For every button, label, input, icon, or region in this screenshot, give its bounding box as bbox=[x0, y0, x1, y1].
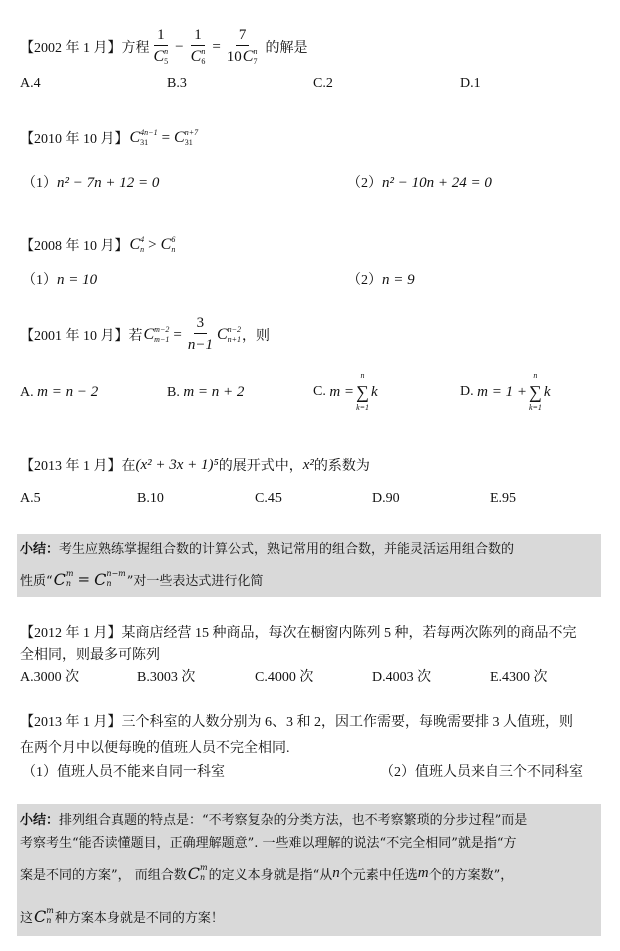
summary-text: 性质“ bbox=[20, 573, 53, 589]
sub: 5 bbox=[164, 57, 169, 66]
option-d[interactable] bbox=[460, 371, 551, 413]
sum-top: n bbox=[360, 371, 365, 380]
expr: n = 10 bbox=[57, 272, 98, 288]
denominator bbox=[227, 46, 259, 68]
sub: 31 bbox=[184, 138, 193, 147]
option-a[interactable]: A.5 bbox=[20, 491, 41, 506]
sup: 6 bbox=[171, 235, 176, 244]
options-q6 bbox=[20, 665, 620, 687]
summary-label: 小结： bbox=[20, 541, 60, 557]
sub: 7 bbox=[253, 57, 258, 66]
summary-text: 考生应熟练掌握组合数的计算公式，熟记常用的组合数，并能灵活运用组合数的 bbox=[59, 541, 515, 557]
combination: C 4n−1 31 bbox=[129, 128, 158, 147]
question-2010-10 bbox=[20, 127, 199, 149]
source-tag: 【2012 年 1 月】 bbox=[20, 626, 122, 641]
summary-box-1 bbox=[17, 534, 601, 597]
summary-line bbox=[20, 536, 514, 558]
sub: n bbox=[46, 916, 52, 925]
summary-text: 考察考生“能否读懂题目，正确理解题意”. 一些难以理解的说法“不完全相同”就是指“方 bbox=[20, 835, 517, 851]
summary-label: 小结： bbox=[20, 812, 60, 828]
combination: C n−m n bbox=[94, 569, 126, 589]
label: D. bbox=[460, 384, 474, 399]
option-a[interactable] bbox=[20, 384, 98, 401]
stem: 三个科室的人数分别为 6、3 和 2，因工作需要，每晚需要排 3 人值班，则 bbox=[121, 715, 573, 730]
label: （2） bbox=[347, 176, 382, 191]
numerator: 3 bbox=[194, 314, 208, 334]
operator: = bbox=[212, 38, 221, 55]
label: （1） bbox=[22, 273, 57, 288]
sum-symbol bbox=[356, 371, 369, 413]
condition-2 bbox=[347, 172, 492, 192]
options-q1 bbox=[20, 73, 620, 95]
sum-top: n bbox=[533, 371, 538, 380]
expr: n = 9 bbox=[382, 272, 415, 288]
conditions-q7 bbox=[20, 760, 620, 782]
sum-term: k bbox=[371, 383, 378, 400]
sigma: ∑ bbox=[356, 382, 369, 402]
expr: (x² + 3x + 1)⁵ bbox=[135, 456, 219, 473]
summary-text: 种方案本身就是不同的方案！ bbox=[54, 910, 224, 926]
question-2002-1 bbox=[20, 27, 308, 66]
source-tag: 【2013 年 1 月】 bbox=[20, 459, 122, 474]
question-2008-10 bbox=[20, 234, 176, 256]
numerator: 1 bbox=[191, 26, 205, 46]
coefficient: 10 bbox=[226, 49, 242, 65]
combination: C m n bbox=[34, 906, 54, 926]
sup: 4n−1 bbox=[140, 128, 158, 137]
sum-symbol bbox=[529, 371, 542, 413]
stem-mid: 的展开式中， bbox=[218, 459, 303, 474]
summary-text: 排列组合真题的特点是：“不考察复杂的分类方法，也不考察繁琐的分步过程”而是 bbox=[59, 812, 528, 828]
sub: n bbox=[171, 245, 176, 254]
sup: n bbox=[201, 47, 206, 56]
stem: 若 bbox=[128, 329, 143, 344]
option-e[interactable]: E.4300 次 bbox=[490, 670, 548, 685]
sup: m bbox=[65, 569, 74, 578]
combination: C m n bbox=[53, 569, 74, 589]
denominator bbox=[190, 46, 207, 68]
question-2013-1a bbox=[20, 454, 370, 476]
conditions-q3 bbox=[20, 268, 620, 290]
option-a[interactable]: A.3000 次 bbox=[20, 670, 80, 685]
sigma: ∑ bbox=[529, 382, 542, 402]
label: A. bbox=[20, 384, 34, 400]
stem-tail: ，则 bbox=[242, 329, 271, 344]
option-b[interactable]: B.3003 次 bbox=[137, 670, 196, 685]
operator: > bbox=[148, 236, 157, 253]
sub: n+1 bbox=[227, 335, 242, 344]
summary-text: 这 bbox=[20, 910, 34, 926]
question-2013-1b bbox=[20, 710, 573, 732]
source-tag: 【2002 年 1 月】 bbox=[20, 41, 122, 56]
stem: 方程 bbox=[121, 41, 150, 56]
sup: n−2 bbox=[227, 325, 242, 334]
option-a[interactable]: A.4 bbox=[20, 76, 41, 91]
numerator: 1 bbox=[154, 26, 168, 46]
operator: = bbox=[77, 570, 91, 588]
stem-tail: 的解是 bbox=[265, 41, 308, 56]
sub: n bbox=[106, 579, 112, 588]
source-tag: 【2010 年 10 月】 bbox=[20, 132, 129, 147]
variable-m: m bbox=[417, 864, 429, 881]
expr: n² − 10n + 24 = 0 bbox=[382, 175, 492, 191]
option-d[interactable]: D.4003 次 bbox=[372, 670, 432, 685]
label: B. bbox=[167, 384, 180, 400]
sum-bottom: k=1 bbox=[356, 403, 370, 412]
condition-1 bbox=[22, 172, 159, 192]
sum-term: k bbox=[543, 383, 551, 400]
expr: m = n − 2 bbox=[37, 383, 99, 400]
sub: n bbox=[65, 579, 72, 588]
fraction bbox=[188, 314, 213, 356]
summary-line bbox=[20, 905, 224, 927]
question-line bbox=[20, 643, 160, 665]
stem-tail: 的系数为 bbox=[313, 459, 370, 474]
fraction bbox=[190, 26, 207, 68]
summary-text: 个的方案数”， bbox=[428, 867, 514, 883]
summary-text: 案是不同的方案”， 而组合数 bbox=[20, 867, 187, 883]
question-line bbox=[20, 736, 290, 758]
sup: m bbox=[46, 906, 54, 915]
denominator: n−1 bbox=[187, 337, 213, 353]
variable: x² bbox=[302, 456, 314, 473]
expr: m = bbox=[329, 383, 355, 400]
condition-1 bbox=[22, 269, 97, 289]
sum-bottom: k=1 bbox=[528, 403, 542, 412]
combination: C 4 n bbox=[129, 235, 145, 254]
sub: m−1 bbox=[154, 335, 170, 344]
conditions-q2 bbox=[20, 171, 620, 193]
sub: n bbox=[140, 245, 145, 254]
option-c[interactable] bbox=[313, 371, 378, 413]
operator: = bbox=[161, 129, 171, 146]
source-tag: 【2013 年 1 月】 bbox=[20, 715, 122, 730]
summary-line bbox=[20, 568, 263, 590]
combination: C n 7 bbox=[242, 47, 258, 66]
expr: m = n + 2 bbox=[183, 383, 245, 400]
option-b[interactable]: B.10 bbox=[137, 491, 164, 506]
denominator bbox=[153, 46, 170, 68]
sup: n bbox=[164, 47, 169, 56]
combination: C n 6 bbox=[190, 47, 206, 66]
stem: 在两个月中以便每晚的值班人员不完全相同. bbox=[20, 741, 290, 756]
expr: n² − 7n + 12 = 0 bbox=[57, 175, 160, 191]
summary-text: 的定义本身就是指“从 bbox=[208, 867, 333, 883]
combination: C n+7 31 bbox=[174, 128, 199, 147]
summary-line bbox=[20, 807, 527, 829]
question-2012-1 bbox=[20, 621, 577, 643]
stem: 在 bbox=[121, 459, 136, 474]
numerator: 7 bbox=[236, 26, 250, 46]
sup: n bbox=[253, 47, 258, 56]
source-tag: 【2001 年 10 月】 bbox=[20, 329, 129, 344]
option-e[interactable]: E.95 bbox=[490, 491, 517, 506]
condition-2 bbox=[347, 269, 415, 289]
combination: C n 5 bbox=[153, 47, 169, 66]
summary-line bbox=[20, 830, 517, 852]
stem: 某商店经营 15 种商品，每次在橱窗内陈列 5 种，若每两次陈列的商品不完 bbox=[121, 626, 577, 641]
option-c[interactable]: C.2 bbox=[313, 76, 333, 91]
operator: − bbox=[175, 38, 184, 55]
summary-box-2 bbox=[17, 804, 601, 936]
source-tag: 【2008 年 10 月】 bbox=[20, 239, 129, 254]
summary-text: ”对一些表达式进行化简 bbox=[126, 573, 264, 589]
sub: 6 bbox=[201, 57, 206, 66]
sub: n bbox=[200, 873, 206, 882]
option-b[interactable] bbox=[167, 384, 244, 401]
option-c[interactable]: C.4000 次 bbox=[255, 670, 314, 685]
sup: 4 bbox=[140, 235, 145, 244]
sup: m−2 bbox=[154, 325, 170, 334]
combination: C m n bbox=[187, 863, 208, 883]
fraction bbox=[227, 26, 259, 68]
options-q4 bbox=[20, 370, 620, 414]
combination: C m−2 m−1 bbox=[143, 325, 170, 344]
variable-n: n bbox=[332, 864, 340, 881]
sup: n−m bbox=[106, 569, 126, 578]
summary-text: 个元素中任选 bbox=[339, 867, 418, 883]
label: （1） bbox=[22, 176, 57, 191]
label: （2） bbox=[347, 273, 382, 288]
option-c[interactable]: C.45 bbox=[255, 491, 282, 506]
option-d[interactable]: D.90 bbox=[372, 491, 400, 506]
summary-line bbox=[20, 862, 513, 884]
combination: C 6 n bbox=[160, 235, 176, 254]
label: C. bbox=[313, 384, 326, 399]
operator: = bbox=[173, 326, 182, 343]
combination: C n−2 n+1 bbox=[216, 325, 242, 344]
sup: n+7 bbox=[184, 128, 199, 137]
sub: 31 bbox=[140, 138, 149, 147]
fraction bbox=[153, 26, 170, 68]
condition-1: （1）值班人员不能来自同一科室 bbox=[22, 765, 225, 780]
options-q5 bbox=[20, 488, 620, 510]
option-b[interactable]: B.3 bbox=[167, 76, 187, 91]
condition-2: （2）值班人员来自三个不同科室 bbox=[380, 765, 583, 780]
expr: m = 1 + bbox=[477, 383, 527, 400]
sup: m bbox=[200, 863, 208, 872]
option-d[interactable]: D.1 bbox=[460, 76, 481, 91]
question-2001-10 bbox=[20, 315, 271, 353]
stem: 全相同，则最多可陈列 bbox=[20, 648, 160, 663]
